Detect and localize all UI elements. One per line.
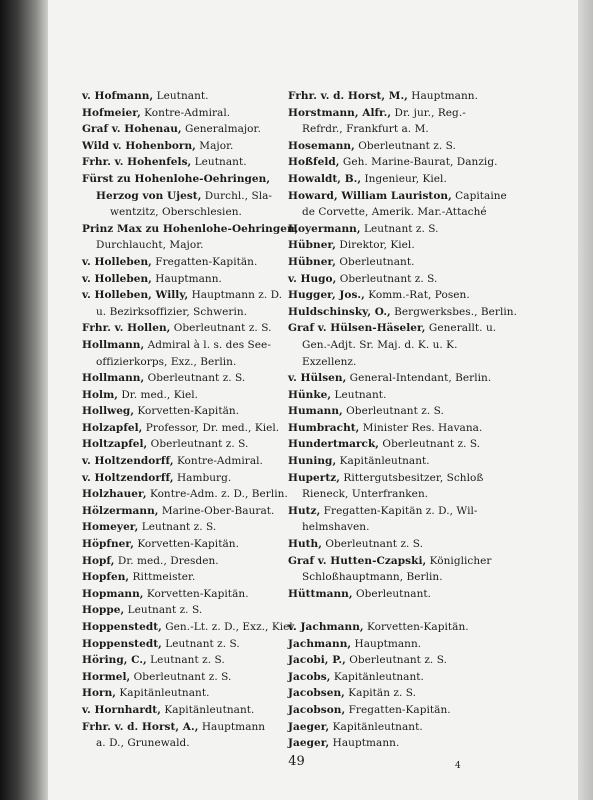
entry-detail: Oberleutnant z. S.: [346, 405, 444, 418]
entry-name: Humann,: [288, 405, 343, 418]
entry-detail: Leutnant z. S.: [165, 637, 240, 650]
directory-entry: [82, 287, 282, 320]
entry-continuation: Exzellenz.: [302, 355, 357, 368]
directory-entry: [288, 154, 498, 171]
entry-detail: Leutnant.: [156, 90, 209, 102]
entry-name: Hoppe,: [82, 604, 125, 617]
directory-entry: [82, 636, 282, 653]
directory-entry: [288, 669, 488, 686]
entry-name: Huldschinsky, O.,: [288, 305, 391, 318]
entry-name: v. Holleben, Willy,: [82, 289, 189, 302]
entry-name: Frhr. v. d. Horst, A.,: [82, 720, 199, 733]
entry-detail: Hauptmann.: [332, 737, 400, 750]
directory-entry: [82, 403, 282, 420]
entry-name: Frhr. v. Hohenfels,: [82, 156, 192, 169]
entry-detail: Hauptmann.: [155, 272, 222, 285]
page-number: 49: [288, 754, 305, 769]
entry-name: Hünke,: [288, 388, 332, 401]
entry-name: Hollweg,: [82, 405, 135, 418]
entry-detail: Oberleutnant z. S.: [382, 438, 481, 451]
directory-entry: [82, 436, 282, 453]
directory-entry: [288, 138, 488, 155]
directory-entry: [288, 735, 488, 752]
entry-detail: Komm.-Rat, Posen.: [368, 289, 470, 302]
entry-name: Hollmann,: [82, 338, 145, 351]
entry-detail: Kapitän z. S.: [348, 687, 417, 700]
directory-entry: [82, 370, 282, 387]
directory-entry: [82, 553, 282, 570]
entry-name: Hüttmann,: [288, 587, 353, 600]
entry-detail: Korvetten-Kapitän.: [137, 405, 240, 418]
entry-detail: Gen.-Lt. z. D., Exz., Kiel.: [165, 621, 297, 633]
entry-name: Holm,: [82, 388, 118, 401]
entry-name: Jacobs,: [288, 670, 331, 683]
directory-entry: [82, 536, 282, 553]
left-column: [82, 88, 299, 752]
entry-detail: Leutnant.: [194, 156, 247, 169]
directory-entry: [82, 569, 282, 586]
entry-detail: Dr. med., Kiel.: [121, 388, 199, 401]
entry-name: Prinz Max zu Hohenlohe-Oehringen,: [82, 222, 299, 235]
entry-name: Jaeger,: [288, 720, 330, 733]
entry-detail: Königlicher: [429, 554, 492, 567]
entry-continuation: helmshaven.: [302, 521, 370, 534]
directory-entry: [288, 436, 488, 453]
entry-name: Howaldt, B.,: [288, 172, 362, 185]
entry-name: Holzapfel,: [82, 421, 143, 434]
directory-entry: [288, 171, 488, 188]
directory-entry: [288, 685, 488, 702]
directory-entry: [82, 503, 282, 520]
entry-detail: Direktor, Kiel.: [339, 239, 415, 252]
directory-entry: [288, 271, 488, 288]
entry-name: Howard, William Lauriston,: [288, 189, 452, 202]
entry-name: v. Hofmann,: [82, 90, 154, 102]
entry-detail: Hauptmann.: [354, 637, 422, 650]
entry-continuation: Refrdr., Frankfurt a. M.: [302, 123, 429, 136]
entry-name: Hofmeier,: [82, 106, 141, 119]
directory-entry: [82, 702, 282, 719]
entry-name: Höpfner,: [82, 538, 134, 551]
entry-name: Hoppenstedt,: [82, 637, 162, 650]
entry-name: Herzog von Ujest,: [96, 189, 202, 202]
entry-continuation: u. Bezirksoffizier, Schwerin.: [96, 305, 248, 318]
entry-name: Fürst zu Hohenlohe-Oehringen,: [82, 172, 271, 185]
directory-entry: [82, 337, 282, 370]
directory-entry: [288, 420, 488, 437]
entry-detail: Oberleutnant.: [339, 255, 415, 268]
entry-detail: Oberleutnant z. S.: [349, 654, 447, 667]
entry-detail: Korvetten-Kapitän.: [146, 587, 249, 600]
entry-detail: Minister Res. Havana.: [362, 421, 483, 434]
entry-name: Hoppenstedt,: [82, 621, 162, 633]
entry-name: Horstmann, Alfr.,: [288, 106, 392, 119]
entry-detail: Rittergutsbesitzer, Schloß: [343, 471, 484, 484]
entry-name: v. Holtzendorff,: [82, 471, 174, 484]
entry-name: v. Holtzendorff,: [82, 455, 174, 468]
directory-entry: [82, 387, 282, 404]
entry-name: Jacobsen,: [288, 687, 345, 700]
directory-entry: [82, 453, 282, 470]
entry-detail: Leutnant z. S.: [141, 521, 217, 534]
entry-detail: Rittmeister.: [132, 571, 196, 584]
entry-detail: Leutnant.: [334, 388, 387, 401]
entry-detail: Generalmajor.: [185, 123, 261, 136]
directory-entry: [288, 702, 488, 719]
entry-name: Hosemann,: [288, 139, 355, 152]
directory-entry: [288, 403, 488, 420]
directory-entry: [82, 121, 282, 138]
entry-detail: Ingenieur, Kiel.: [364, 172, 447, 185]
directory-entry: [82, 602, 282, 619]
directory-entry: [288, 287, 488, 304]
directory-entry: [82, 652, 282, 669]
entry-continuation: offizierkorps, Exz., Berlin.: [96, 355, 237, 368]
entry-name: Graf v. Hutten-Czapski,: [288, 554, 427, 567]
entry-name: Hoßfeld,: [288, 156, 340, 169]
directory-entry: [288, 387, 488, 404]
entry-name: Jaeger,: [288, 737, 330, 750]
entry-name: Hormel,: [82, 670, 131, 683]
entry-detail: Hauptmann.: [411, 90, 478, 102]
directory-entry: [82, 619, 297, 636]
entry-name: Jacobson,: [288, 703, 346, 716]
page-edge: [578, 0, 593, 800]
entry-continuation: Schloßhauptmann, Berlin.: [302, 571, 443, 584]
entry-detail: Fregatten-Kapitän.: [155, 255, 258, 268]
entry-name: Huning,: [288, 455, 337, 468]
entry-name: Jacobi, P.,: [288, 654, 346, 667]
entry-name: Hollmann,: [82, 372, 145, 385]
directory-entry: [82, 221, 299, 254]
entry-name: Frhr. v. Hollen,: [82, 322, 171, 335]
entry-name: Huth,: [288, 538, 322, 551]
entry-name: v. Hornhardt,: [82, 703, 161, 716]
entry-continuation: wentzitz, Oberschlesien.: [110, 206, 242, 219]
entry-detail: Fregatten-Kapitän.: [348, 703, 451, 716]
entry-name: Holzhauer,: [82, 488, 147, 501]
directory-entry: [288, 453, 488, 470]
entry-name: Hübner,: [288, 255, 336, 268]
entry-detail: Kapitänleutnant.: [164, 703, 255, 716]
directory-entry: [82, 486, 288, 503]
directory-entry: [82, 88, 282, 105]
entry-detail: Oberleutnant z. S.: [339, 272, 438, 285]
entry-detail: Dr. med., Dresden.: [117, 554, 219, 567]
directory-entry: [82, 254, 282, 271]
entry-detail: Durchl., Sla-: [204, 189, 273, 202]
entry-detail: Kapitänleutnant.: [332, 720, 423, 733]
directory-entry: [288, 105, 488, 138]
book-gutter: [0, 0, 48, 800]
entry-detail: Oberleutnant z. S.: [358, 139, 456, 152]
directory-entry: [82, 470, 282, 487]
entry-detail: Leutnant z. S.: [150, 654, 225, 667]
entry-detail: Oberleutnant z. S.: [150, 438, 249, 451]
entry-name: Hugger, Jos.,: [288, 289, 365, 302]
entry-name: v. Hülsen,: [288, 372, 347, 385]
entry-detail: Korvetten-Kapitän.: [137, 538, 239, 551]
entry-detail: Bergwerksbes., Berlin.: [394, 305, 517, 318]
entry-detail: Oberleutnant.: [355, 587, 432, 600]
entry-detail: Leutnant z. S.: [127, 604, 203, 617]
entry-name: Graf v. Hülsen-Häseler,: [288, 322, 426, 335]
entry-detail: Leutnant z. S.: [363, 222, 439, 235]
entry-continuation: Gen.-Adjt. Sr. Maj. d. K. u. K.: [302, 338, 458, 351]
entry-name: Hopfen,: [82, 571, 130, 584]
entry-name: Hübner,: [288, 239, 336, 252]
directory-entry: [82, 271, 282, 288]
entry-detail: Oberleutnant z. S.: [133, 670, 232, 683]
directory-entry: [82, 154, 282, 171]
entry-name: Humbracht,: [288, 421, 360, 434]
directory-entry: [288, 304, 517, 321]
entry-detail: Kapitänleutnant.: [119, 687, 210, 700]
entry-detail: Hauptmann: [201, 720, 266, 733]
directory-entry: [288, 553, 492, 586]
entry-name: Hopf,: [82, 554, 115, 567]
entry-name: Hupertz,: [288, 471, 340, 484]
right-column: [288, 88, 517, 752]
entry-name: Hölzermann,: [82, 504, 159, 517]
directory-entry: [288, 636, 488, 653]
entry-detail: Kapitänleutnant.: [339, 455, 430, 468]
entry-detail: Oberleutnant z. S.: [325, 538, 424, 551]
directory-entry: [288, 221, 488, 238]
directory-entry: [288, 470, 488, 503]
entry-name: Holtzapfel,: [82, 438, 148, 451]
directory-entry: [82, 586, 282, 603]
directory-entry: [82, 719, 282, 752]
entry-detail: General-Intendant, Berlin.: [349, 372, 492, 385]
entry-detail: Major.: [199, 139, 234, 152]
directory-entry: [82, 188, 282, 221]
directory-entry: [82, 171, 282, 188]
directory-entry: [82, 105, 282, 122]
entry-detail: Oberleutnant z. S.: [147, 372, 246, 385]
directory-entry: [288, 320, 497, 370]
entry-name: v. Jachmann,: [288, 621, 364, 633]
entry-detail: Kontre-Adm. z. D., Berlin.: [149, 488, 288, 501]
directory-entry: [288, 586, 488, 603]
entry-name: Horn,: [82, 687, 116, 700]
entry-detail: Kontre-Admiral.: [176, 455, 263, 468]
directory-entry: [82, 320, 282, 337]
directory-entry: [288, 503, 488, 536]
entry-continuation: Rieneck, Unterfranken.: [302, 488, 429, 501]
entry-detail: Admiral à l. s. des See-: [147, 338, 271, 351]
directory-entry: [288, 652, 488, 669]
directory-entry: [82, 519, 282, 536]
entry-name: Homeyer,: [82, 521, 139, 534]
entry-continuation: a. D., Grunewald.: [96, 737, 190, 750]
directory-entry: [82, 420, 282, 437]
entry-detail: Oberleutnant z. S.: [173, 322, 272, 335]
directory-entry: [288, 719, 488, 736]
entry-continuation: Durchlaucht, Major.: [96, 239, 204, 252]
entry-name: Hutz,: [288, 504, 321, 517]
directory-entry: [82, 685, 282, 702]
entry-continuation: de Corvette, Amerik. Mar.-Attaché: [302, 206, 487, 219]
entry-name: Höring, C.,: [82, 654, 147, 667]
entry-detail: Kapitänleutnant.: [333, 670, 424, 683]
entry-name: v. Hugo,: [288, 272, 337, 285]
entry-name: Frhr. v. d. Horst, M.,: [288, 90, 408, 102]
entry-detail: Generallt. u.: [428, 322, 497, 335]
entry-detail: Dr. jur., Reg.-: [394, 106, 466, 119]
entry-name: v. Holleben,: [82, 272, 152, 285]
entry-detail: Kontre-Admiral.: [144, 106, 231, 119]
entry-detail: Capitaine: [455, 189, 507, 202]
entry-name: Jachmann,: [288, 637, 352, 650]
directory-entry: [288, 370, 492, 387]
directory-entry: [288, 88, 488, 105]
directory-entry: [288, 254, 488, 271]
directory-entry: [288, 619, 488, 636]
signature-mark: 4: [455, 761, 461, 771]
entry-name: v. Holleben,: [82, 255, 152, 268]
directory-entry: [82, 138, 282, 155]
entry-detail: Hamburg.: [176, 471, 232, 484]
directory-entry: [82, 669, 282, 686]
entry-detail: Korvetten-Kapitän.: [366, 621, 469, 633]
directory-entry: [288, 188, 507, 221]
entry-name: Graf v. Hohenau,: [82, 123, 182, 136]
entry-name: Hopmann,: [82, 587, 144, 600]
entry-detail: Fregatten-Kapitän z. D., Wil-: [323, 504, 478, 517]
section-gap: [288, 602, 488, 619]
entry-name: Hoyermann,: [288, 222, 361, 235]
entry-detail: Hauptmann z. D.: [191, 289, 283, 302]
entry-detail: Marine-Ober-Baurat.: [161, 504, 275, 517]
entry-detail: Geh. Marine-Baurat, Danzig.: [342, 156, 498, 169]
entry-name: Hundertmarck,: [288, 438, 380, 451]
entry-detail: Professor, Dr. med., Kiel.: [145, 421, 280, 434]
directory-entry: [288, 536, 488, 553]
entry-name: Wild v. Hohenborn,: [82, 139, 196, 152]
directory-entry: [288, 237, 488, 254]
